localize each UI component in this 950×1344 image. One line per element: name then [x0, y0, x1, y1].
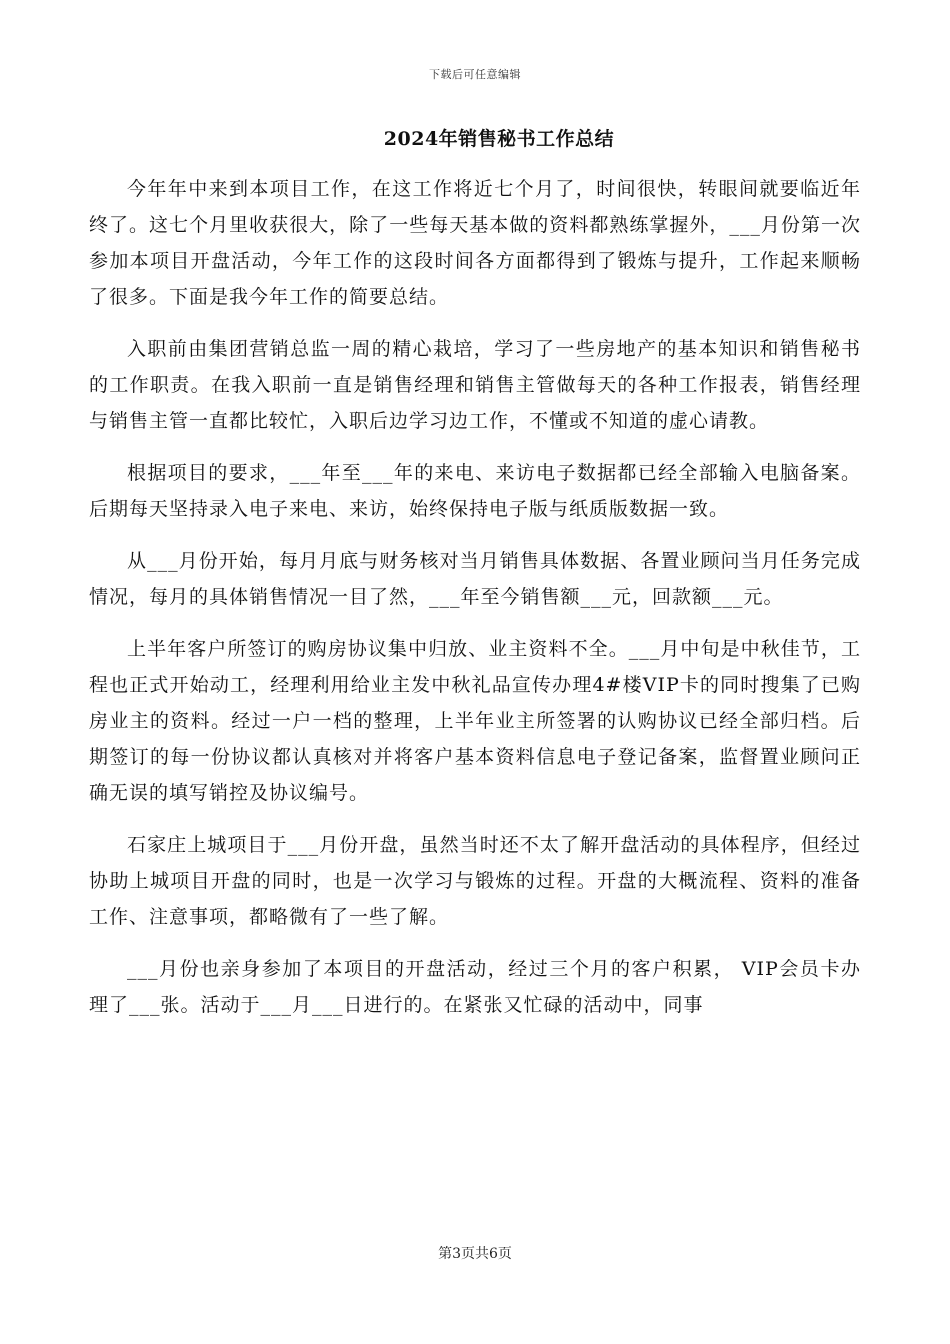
paragraph: 上半年客户所签订的购房协议集中归放、业主资料不全。___月中旬是中秋佳节，工程也正式开始动工，经理利用给业主发中秋礼品宣传办理4#楼VIP卡的同时搜集了已购房业主的资料。经过一户一档的整理，上半年业主所签署的认购协议已经全部归档。后期签订的每一份协议都认真核对并将客户基本资料信息电子登记备案，监督置业顾问正确无误的填写销控及协议编号。 [89, 638, 861, 804]
paragraph: 今年年中来到本项目工作，在这工作将近七个月了，时间很快，转眼间就要临近年终了。这七个月里收获很大，除了一些每天基本做的资料都熟练掌握外，___月份第一次参加本项目开盘活动，今年工作的这段时间各方面都得到了锻炼与提升，工作起来顺畅了很多。下面是我今年工作的简要总结。 [89, 178, 861, 308]
paragraph: 石家庄上城项目于___月份开盘，虽然当时还不太了解开盘活动的具体程序，但经过协助上城项目开盘的同时，也是一次学习与锻炼的过程。开盘的大概流程、资料的准备工作、注意事项，都略微有了一些了解。 [89, 834, 861, 928]
header-note: 下载后可任意编辑 [429, 68, 521, 81]
document-title: 2024年销售秘书工作总结 [383, 128, 615, 150]
page-number: 第3页共6页 [438, 1246, 512, 1262]
document-body [89, 171, 861, 1039]
paragraph: 根据项目的要求，___年至___年的来电、来访电子数据都已经全部输入电脑备案。后期每天坚持录入电子来电、来访，始终保持电子版与纸质版数据一致。 [89, 462, 861, 520]
paragraph: 从___月份开始，每月月底与财务核对当月销售具体数据、各置业顾问当月任务完成情况，每月的具体销售情况一目了然，___年至今销售额___元，回款额___元。 [89, 550, 861, 608]
paragraph: ___月份也亲身参加了本项目的开盘活动，经过三个月的客户积累， VIP会员卡办理了___张。活动于___月___日进行的。在紧张又忙碌的活动中，同事 [89, 958, 861, 1016]
paragraph: 入职前由集团营销总监一周的精心栽培，学习了一些房地产的基本知识和销售秘书的工作职责。在我入职前一直是销售经理和销售主管做每天的各种工作报表，销售经理与销售主管一直都比较忙，入职后边学习边工作，不懂或不知道的虚心请教。 [89, 338, 861, 432]
